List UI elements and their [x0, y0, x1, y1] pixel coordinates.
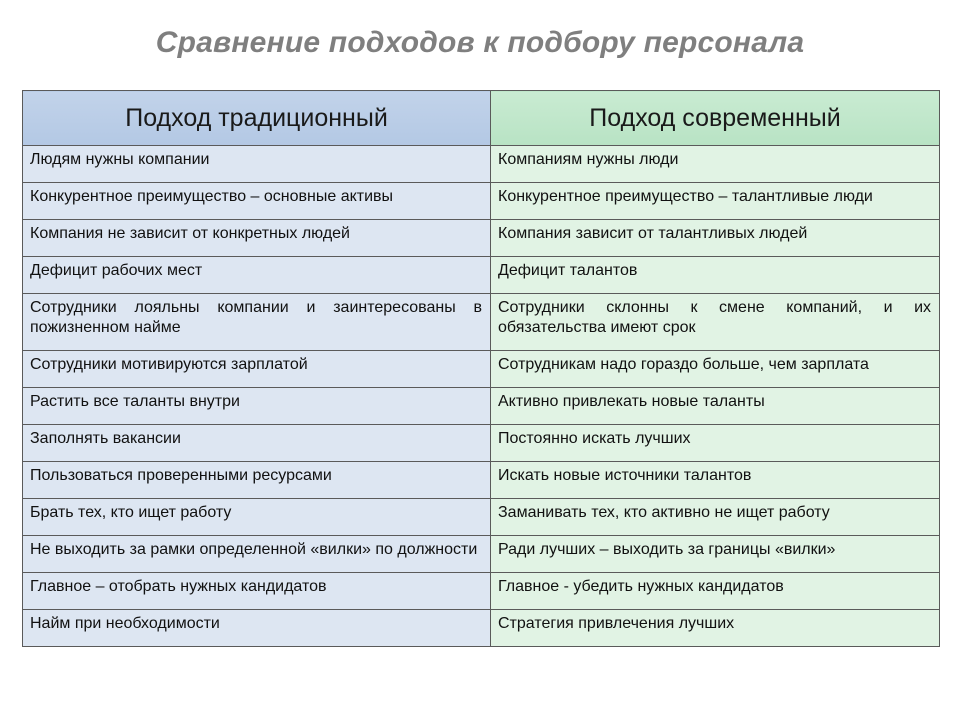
comparison-table — [22, 90, 940, 647]
cell-traditional: Растить все таланты внутри — [23, 388, 491, 425]
table-row — [23, 462, 940, 499]
header-modern: Подход современный — [491, 91, 940, 146]
cell-traditional: Людям нужны компании — [23, 146, 491, 183]
table-row — [23, 183, 940, 220]
table-row — [23, 425, 940, 462]
table-row — [23, 573, 940, 610]
cell-traditional: Компания не зависит от конкретных людей — [23, 220, 491, 257]
cell-modern: Стратегия привлечения лучших — [491, 610, 940, 647]
cell-modern: Заманивать тех, кто активно не ищет работу — [491, 499, 940, 536]
cell-traditional: Найм при необходимости — [23, 610, 491, 647]
table-row — [23, 294, 940, 351]
cell-modern: Постоянно искать лучших — [491, 425, 940, 462]
cell-traditional: Главное – отобрать нужных кандидатов — [23, 573, 491, 610]
cell-modern: Компаниям нужны люди — [491, 146, 940, 183]
table-row — [23, 499, 940, 536]
cell-modern: Конкурентное преимущество – талантливые люди — [491, 183, 940, 220]
cell-modern: Сотрудникам надо гораздо больше, чем зарплата — [491, 351, 940, 388]
table-row — [23, 610, 940, 647]
table-row — [23, 388, 940, 425]
cell-traditional: Брать тех, кто ищет работу — [23, 499, 491, 536]
cell-modern: Сотрудники склонны к смене компаний, и их обязательства имеют срок — [491, 294, 940, 351]
cell-traditional: Сотрудники мотивируются зарплатой — [23, 351, 491, 388]
table-row — [23, 220, 940, 257]
cell-modern: Главное - убедить нужных кандидатов — [491, 573, 940, 610]
cell-traditional: Не выходить за рамки определенной «вилки» по должности — [23, 536, 491, 573]
cell-traditional: Пользоваться проверенными ресурсами — [23, 462, 491, 499]
cell-traditional: Дефицит рабочих мест — [23, 257, 491, 294]
cell-modern: Дефицит талантов — [491, 257, 940, 294]
page-title: Сравнение подходов к подбору персонала — [155, 26, 805, 59]
table-row — [23, 351, 940, 388]
cell-modern: Искать новые источники талантов — [491, 462, 940, 499]
table-row — [23, 536, 940, 573]
header-traditional: Подход традиционный — [23, 91, 491, 146]
cell-modern: Активно привлекать новые таланты — [491, 388, 940, 425]
cell-traditional: Сотрудники лояльны компании и заинтересованы в пожизненном найме — [23, 294, 491, 351]
cell-modern: Ради лучших – выходить за границы «вилки» — [491, 536, 940, 573]
cell-traditional: Конкурентное преимущество – основные активы — [23, 183, 491, 220]
table-row — [23, 146, 940, 183]
table-row — [23, 257, 940, 294]
cell-modern: Компания зависит от талантливых людей — [491, 220, 940, 257]
cell-traditional: Заполнять вакансии — [23, 425, 491, 462]
table-header-row — [23, 91, 940, 146]
